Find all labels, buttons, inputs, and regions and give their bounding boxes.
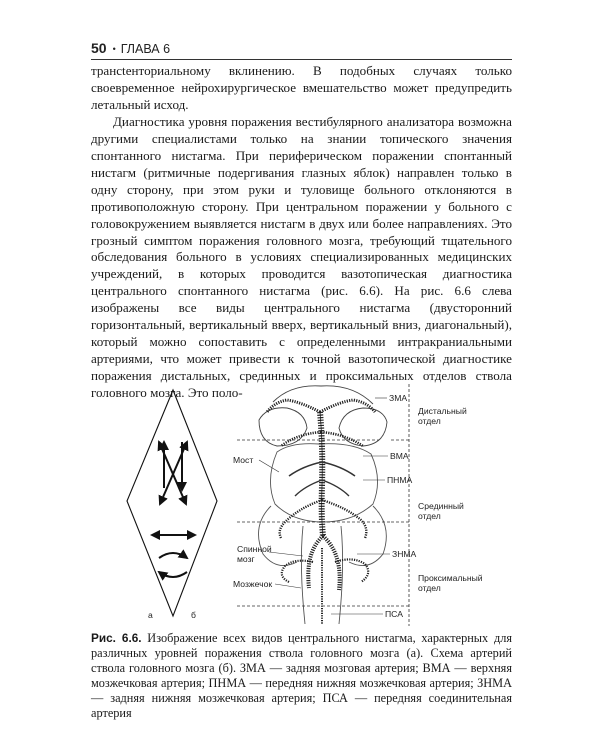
page-number: 50 <box>91 40 107 56</box>
label-cerebellum: Мозжечок <box>233 579 273 589</box>
header-rule <box>91 59 512 60</box>
label-spinal-1: Спинной <box>237 544 272 554</box>
header-separator: • <box>112 44 116 54</box>
caption-label: Рис. 6.6. <box>91 631 142 645</box>
label-pnma: ПНМА <box>387 475 413 485</box>
pontine-branch-left-1 <box>289 462 322 476</box>
paragraph-1: трансtенториальному вклинению. В подобных случаях только своевременное нейрохирургическое вмешательство может предупредить летальный исход. <box>91 63 512 112</box>
pontine-branch-left-2 <box>295 480 322 496</box>
brainstem-artery-diagram <box>233 384 483 626</box>
body-text <box>91 63 512 402</box>
label-median-1: Срединный <box>418 501 464 511</box>
nystagmus-diagram <box>127 390 217 620</box>
rotatory-arrow-bottom <box>159 572 187 577</box>
label-znma: ЗНМА <box>392 549 417 559</box>
label-most: Мост <box>233 455 254 465</box>
vertebral-artery-left <box>308 536 323 588</box>
diamond-outline <box>127 390 217 616</box>
caption-text: Изображение всех видов центрального нистагма, характерных для различных уровней поражения ствола головного мозга (а). Схема артерий ствола головного мозга (б). ЗМА — задняя мозговая артерия; ВМА — верхняя мозжечковая артерия; ПНМА — передняя нижняя мозжечковая артерия; ЗНМА — задняя нижняя мозжечковая артерия; ПСА — передняя соединительная артерия <box>91 631 512 720</box>
paragraph-2: Диагностика уровня поражения вестибулярного анализатора возможна другими специалистами только на знании топического значения спонтанного нистагма. При периферическом поражении спонтанный нистагм (ритмичные подергивания глазных яблок) направлен только в одну сторону, при этом руки и туловище больного отклоняются в противоположную сторону. При центральном поражении у больного с головокружением выявляется нистагм в двух или более направлениях. Это грозный симптом поражения головного мозга, требующий тщательного обследования больного в условиях специализированных медицинских учреждений, в которых проводится вазотопическая диагностика центрального спонтанного нистагма (рис. 6.6). На рис. 6.6 слева изображены все виды центрального нистагма (двусторонний горизонтальный, вертикальный вверх, вертикальный вниз, диагональный), который можно сопоставить с определенными интракраниальными артериями, что может привести к точной вазотопической диагностике поражения дистальных, срединных и проксимальных отделов ствола головного мозга. Это поло- <box>91 113 512 401</box>
label-distal-2: отдел <box>418 416 441 426</box>
chapter-title: ГЛАВА 6 <box>120 42 171 56</box>
pontine-branch-right-1 <box>322 462 355 476</box>
label-b: б <box>191 610 196 620</box>
cerebellum-right <box>349 506 386 566</box>
pontine-branch-right-2 <box>322 480 349 496</box>
label-zma: ЗМА <box>389 393 408 403</box>
medulla-left <box>301 526 305 624</box>
running-header <box>91 40 511 58</box>
figure-caption <box>91 631 512 720</box>
label-a: а <box>148 610 153 620</box>
label-proximal-1: Проксимальный <box>418 573 483 583</box>
label-spinal-2: мозг <box>237 554 255 564</box>
label-proximal-2: отдел <box>418 583 441 593</box>
label-median-2: отдел <box>418 511 441 521</box>
posterior-cerebral-artery-right <box>320 400 375 412</box>
figure-drawing <box>91 376 512 626</box>
leader-spinal <box>269 552 303 556</box>
vertebral-artery-right <box>323 536 340 590</box>
label-psa: ПСА <box>385 609 403 619</box>
rotatory-arrow-top <box>159 553 187 558</box>
label-vma: ВМА <box>390 451 409 461</box>
label-distal-1: Дистальный <box>418 406 467 416</box>
leader-cerebellum <box>275 584 301 588</box>
leader-most <box>259 460 279 472</box>
figure-6-6 <box>91 376 512 626</box>
